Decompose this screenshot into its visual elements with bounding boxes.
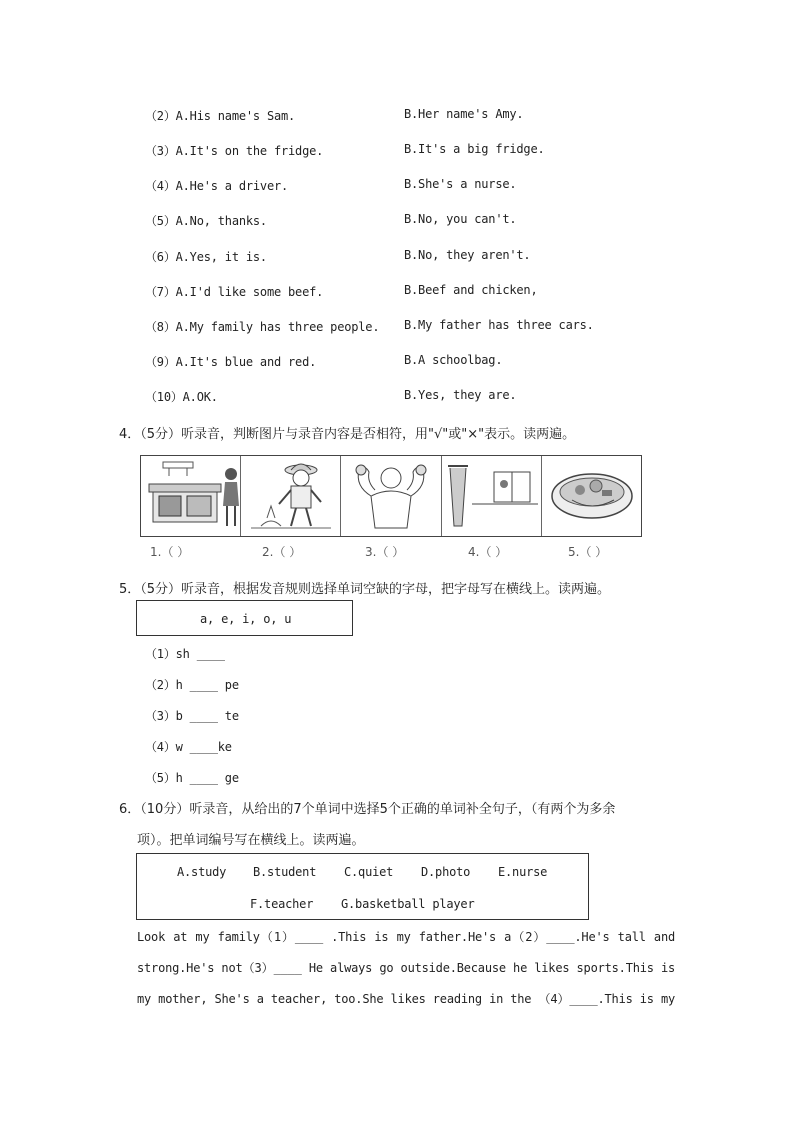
option-a: （9）A.It's blue and red. (145, 355, 317, 369)
option-a: （3）A.It's on the fridge. (145, 144, 324, 158)
letter-choices: a, e, i, o, u (200, 612, 292, 626)
option-b: B.My father has three cars. (404, 318, 594, 332)
passage-line: Look at my family（1）____ .This is my father.He's a（2）____.He's tall and (137, 930, 675, 944)
q4-heading: 4．（5分）听录音，判断图片与录音内容是否相符，用"√"或"×"表示。读两遍。 (119, 427, 576, 442)
blank-item: （2）h ____ pe (145, 678, 239, 692)
q6-heading-line1: 6．（10分）听录音，从给出的7个单词中选择5个正确的单词补全句子，（有两个为多余 (119, 802, 616, 817)
q5-heading: 5．（5分）听录音，根据发音规则选择单词空缺的字母，把字母写在横线上。读两遍。 (119, 582, 611, 597)
word-option: E.nurse (498, 865, 548, 879)
picture-label: 1.（ ） (150, 545, 190, 559)
option-a: （4）A.He's a driver. (145, 179, 289, 193)
word-option: B.student (253, 865, 317, 879)
option-b: B.It's a big fridge. (404, 142, 545, 156)
word-option: D.photo (421, 865, 471, 879)
picture-farmer-boy (241, 456, 341, 536)
option-b: B.She's a nurse. (404, 177, 517, 191)
passage-line: my mother, She's a teacher, too.She likes reading in the （4）____.This is my (137, 992, 675, 1006)
picture-basket-of-food (542, 456, 641, 536)
q4-picture-strip (140, 455, 642, 537)
option-b: B.No, you can't. (404, 212, 517, 226)
picture-strong-man (341, 456, 441, 536)
option-a: （6）A.Yes, it is. (145, 250, 267, 264)
option-b: B.Beef and chicken, (404, 283, 538, 297)
word-option: A.study (177, 865, 227, 879)
blank-item: （5）h ____ ge (145, 771, 239, 785)
option-a: （10）A.OK. (145, 390, 218, 404)
picture-label: 2.（ ） (262, 545, 302, 559)
word-option: C.quiet (344, 865, 394, 879)
passage-line: strong.He's not（3）____ He always go outside.Because he likes sports.This is (137, 961, 675, 975)
picture-kitchen-with-girl (141, 456, 241, 536)
blank-item: （3）b ____ te (145, 709, 239, 723)
picture-label: 4.（ ） (468, 545, 508, 559)
option-a: （5）A.No, thanks. (145, 214, 267, 228)
word-option: F.teacher (250, 897, 314, 911)
letter-choices-box (136, 600, 353, 636)
option-a: （7）A.I'd like some beef. (145, 285, 324, 299)
picture-label: 5.（ ） (568, 545, 608, 559)
blank-item: （1）sh ____ (145, 647, 225, 661)
picture-label: 3.（ ） (365, 545, 405, 559)
option-b: B.No, they aren't. (404, 248, 531, 262)
word-option: G.basketball player (341, 897, 475, 911)
blank-item: （4）w ____ke (145, 740, 232, 754)
option-b: B.A schoolbag. (404, 353, 503, 367)
option-a: （8）A.My family has three people. (145, 320, 380, 334)
option-a: （2）A.His name's Sam. (145, 109, 296, 123)
option-b: B.Her name's Amy. (404, 107, 524, 121)
word-bank-box (136, 853, 589, 920)
passage (137, 922, 675, 1015)
option-b: B.Yes, they are. (404, 388, 517, 402)
q6-heading-line2: 项）。把单词编号写在横线上。读两遍。 (137, 833, 365, 848)
picture-window-room (442, 456, 542, 536)
